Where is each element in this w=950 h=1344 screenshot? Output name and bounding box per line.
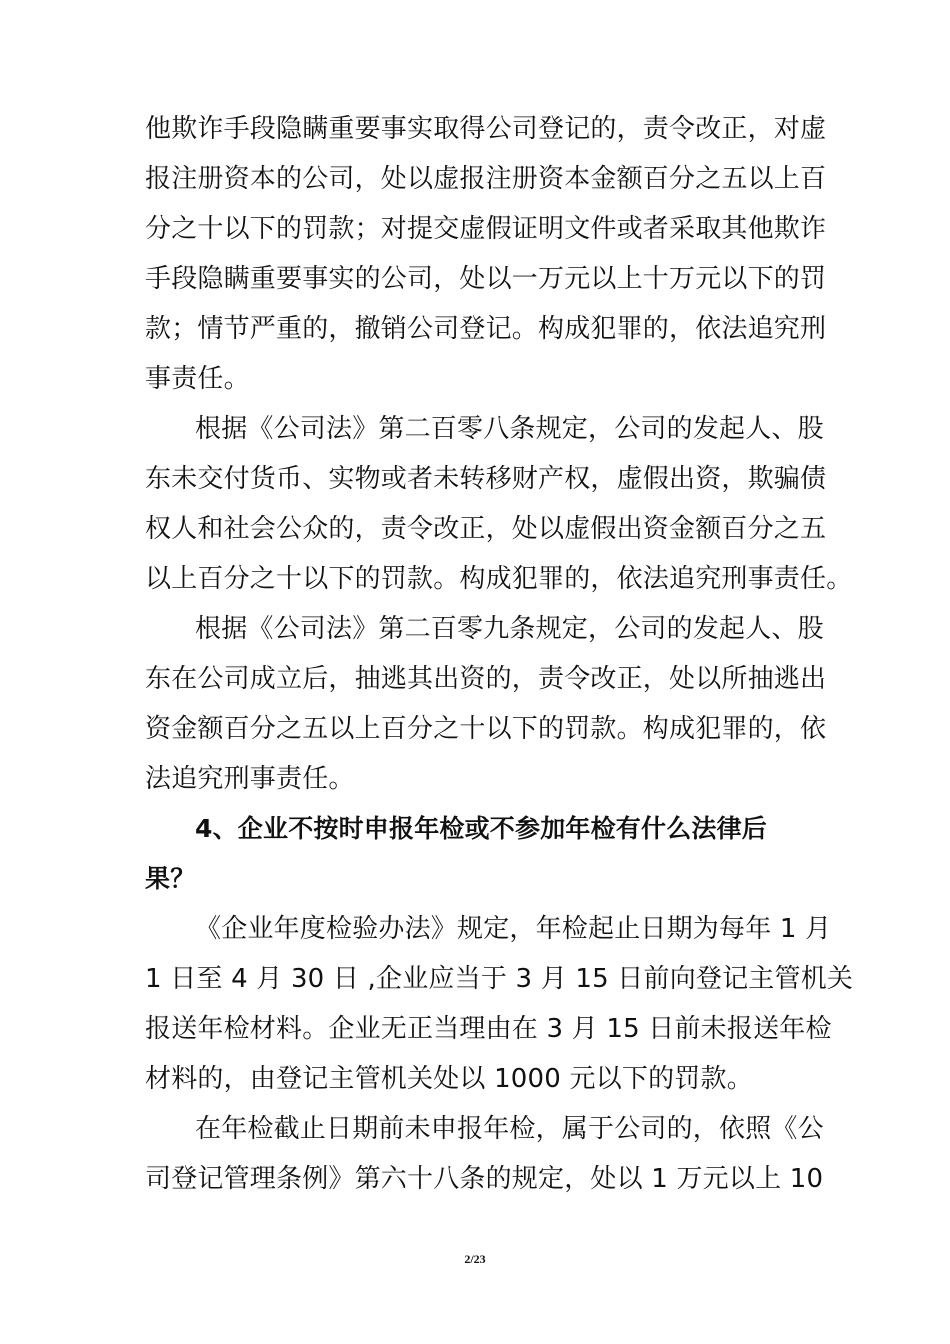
body-text-line: 资金额百分之五以上百分之十以下的罚款。构成犯罪的，依 xyxy=(145,714,827,744)
body-text-line: 法追究刑事责任。 xyxy=(145,764,355,794)
paragraph-first-line: 在年检截止日期前未申报年检，属于公司的，依照《公 xyxy=(195,1114,824,1144)
body-text-line: 分之十以下的罚款；对提交虚假证明文件或者采取其他欺诈 xyxy=(145,214,827,244)
body-text-line: 东在公司成立后，抽逃其出资的，责令改正，处以所抽逃出 xyxy=(145,664,827,694)
body-text-line: 事责任。 xyxy=(145,364,250,394)
body-text-line: 权人和社会公众的，责令改正，处以虚假出资金额百分之五 xyxy=(145,514,827,544)
paragraph-first-line: 《企业年度检验办法》规定，年检起止日期为每年 1 月 xyxy=(195,914,832,944)
body-text-line: 报送年检材料。企业无正当理由在 3 月 15 日前未报送年检 xyxy=(145,1014,832,1044)
body-text-line: 款；情节严重的，撤销公司登记。构成犯罪的，依法追究刑 xyxy=(145,314,827,344)
body-text-line: 手段隐瞒重要事实的公司，处以一万元以上十万元以下的罚 xyxy=(145,264,827,294)
body-text-line: 材料的，由登记主管机关处以 1000 元以下的罚款。 xyxy=(145,1064,753,1094)
paragraph-first-line: 根据《公司法》第二百零九条规定，公司的发起人、股 xyxy=(195,614,824,644)
body-text-line: 1 日至 4 月 30 日 ,企业应当于 3 月 15 日前向登记主管机关 xyxy=(145,964,854,994)
paragraph-first-line: 根据《公司法》第二百零八条规定，公司的发起人、股 xyxy=(195,414,824,444)
body-text-line: 以上百分之十以下的罚款。构成犯罪的，依法追究刑事责任。 xyxy=(145,564,853,594)
section-heading: 4、企业不按时申报年检或不参加年检有什么法律后 xyxy=(195,814,767,843)
body-text-line: 报注册资本的公司，处以虚报注册资本金额百分之五以上百 xyxy=(145,164,827,194)
body-text-line: 司登记管理条例》第六十八条的规定，处以 1 万元以上 10 xyxy=(145,1164,824,1194)
body-text-line: 东未交付货币、实物或者未转移财产权，虚假出资，欺骗债 xyxy=(145,464,827,494)
page-number: 2/23 xyxy=(464,1252,486,1266)
section-heading-continuation: 果？ xyxy=(145,864,196,893)
body-text-line: 他欺诈手段隐瞒重要事实取得公司登记的，责令改正，对虚 xyxy=(145,114,827,144)
